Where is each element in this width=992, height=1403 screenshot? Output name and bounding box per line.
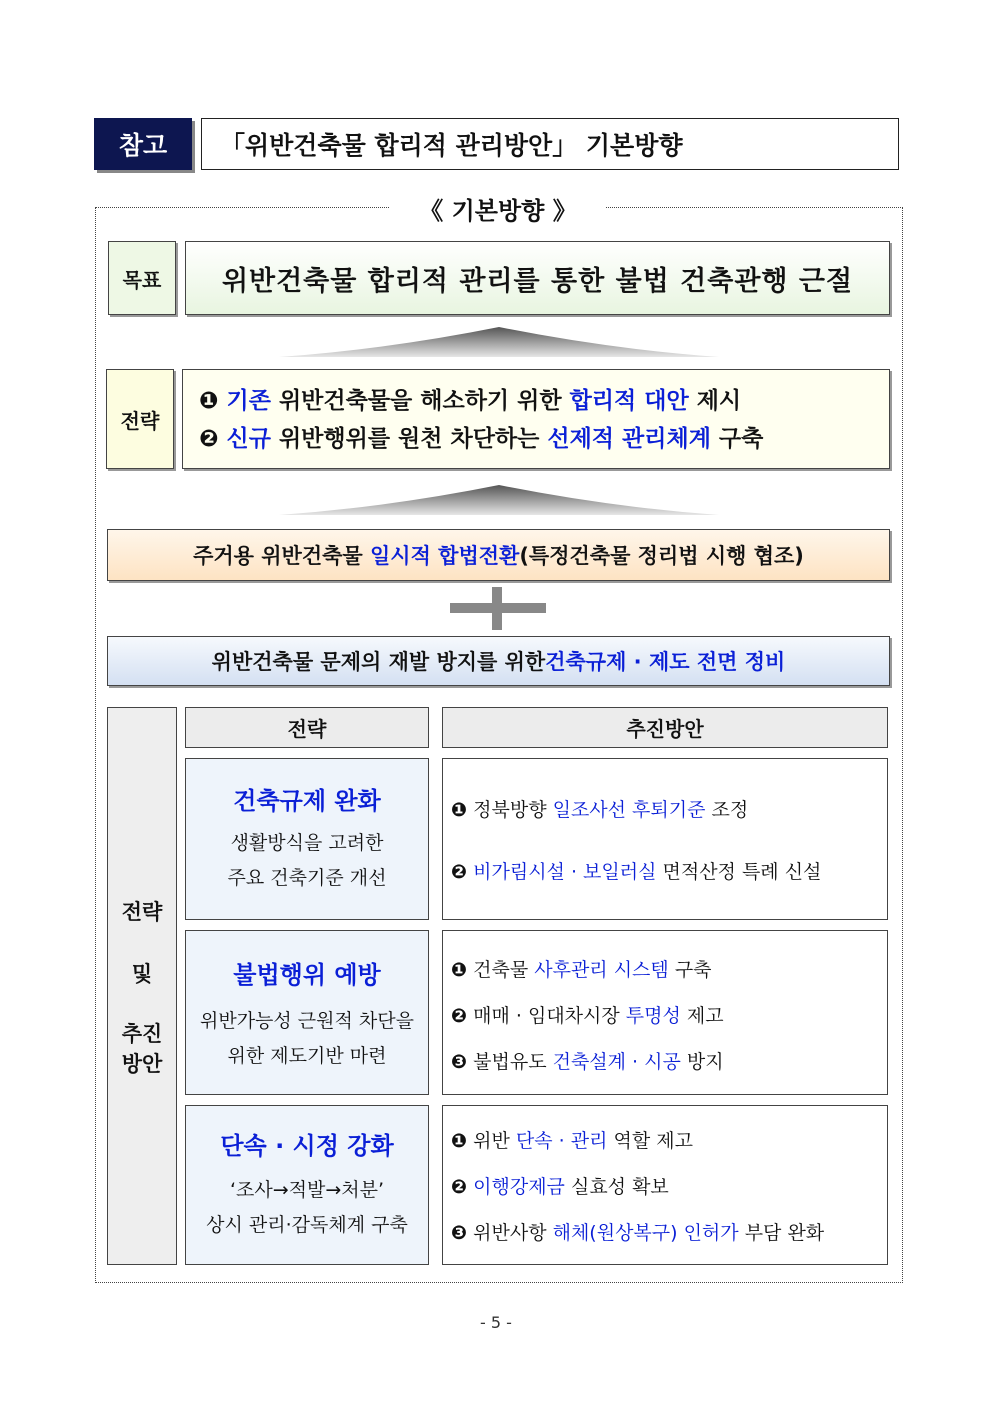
number-2-icon: ❷ (451, 1005, 468, 1027)
row-title: 단속 · 시정 강화 (220, 1132, 394, 1160)
plan-text: 구축 (668, 959, 712, 981)
plan-item (451, 1218, 824, 1245)
row-desc: 생활방식을 고려한 (230, 832, 384, 854)
strategy-and-plan-label (107, 707, 177, 1265)
row-desc: 위반가능성 근원적 차단을 (200, 1010, 414, 1032)
plan-keyword: 건축설계 · 시공 (552, 1051, 681, 1073)
upward-arrow-shape (279, 327, 719, 357)
number-2-icon: ❷ (199, 426, 219, 452)
plan-text: 정북방향 (467, 799, 553, 821)
plan-keyword: 일조사선 후퇴기준 (552, 799, 706, 821)
goal-label: 목표 (108, 241, 176, 315)
plan-text: 방지 (680, 1051, 724, 1073)
page-number: - 5 - (480, 1313, 512, 1332)
table-row (185, 1105, 429, 1265)
row-title: 불법행위 예방 (233, 961, 381, 989)
strategy-text: 위반건축물을 해소하기 위한 (270, 388, 570, 414)
plan-keyword: 이행강제금 (473, 1176, 565, 1198)
number-1-icon: ❶ (199, 388, 219, 414)
plan-text: 위반 (467, 1130, 516, 1152)
plan-item (451, 1001, 724, 1028)
table-row-plans (442, 1105, 888, 1265)
row-desc: 상시 관리·감독체계 구축 (206, 1214, 408, 1236)
row-desc: 주요 건축기준 개선 (227, 867, 387, 889)
strategy-keyword: 선제적 관리체계 (547, 426, 711, 452)
strategy-text: 위반행위를 원천 차단하는 (270, 426, 548, 452)
plan-item (451, 955, 712, 982)
plan-text: 매매 · 임대차시장 (467, 1005, 626, 1027)
residential-keyword: 일시적 합법전환 (370, 544, 520, 568)
number-3-icon: ❸ (451, 1222, 468, 1244)
plan-item (451, 1047, 724, 1074)
strategy-item-2 (199, 420, 889, 458)
strategy-keyword: 기존 (226, 388, 271, 414)
strategy-item-1 (199, 382, 889, 420)
side-label-line: 및 (131, 962, 153, 986)
plan-text: 면적산정 특례 신설 (656, 861, 822, 883)
table-row-plans (442, 930, 888, 1095)
plan-item (451, 1172, 669, 1199)
plan-text: 제고 (680, 1005, 724, 1027)
reference-tag: 참고 (94, 118, 192, 170)
table-header-plan: 추진방안 (442, 707, 888, 748)
strategy-keyword: 합리적 대안 (569, 388, 689, 414)
section-title: 《 기본방향 》 (390, 188, 606, 228)
row-title: 건축규제 완화 (233, 787, 381, 815)
plan-text: 건축물 (467, 959, 535, 981)
strategy-text: 구축 (710, 426, 764, 452)
plan-item (451, 795, 748, 822)
upward-arrow-shape (279, 485, 719, 515)
number-2-icon: ❷ (451, 1176, 468, 1198)
table-row (185, 758, 429, 920)
plan-item (451, 1126, 693, 1153)
number-1-icon: ❶ (451, 959, 468, 981)
number-1-icon: ❶ (451, 1130, 468, 1152)
table-header-strategy: 전략 (185, 707, 429, 748)
number-3-icon: ❸ (451, 1051, 468, 1073)
regulation-keyword: 건축규제 · 제도 전면 정비 (545, 650, 786, 674)
plan-keyword: 투명성 (625, 1005, 681, 1027)
plan-text: 위반사항 (467, 1222, 553, 1244)
plus-icon-vertical (492, 587, 502, 630)
plan-text: 실효성 확보 (564, 1176, 669, 1198)
page-title: 「위반건축물 합리적 관리방안」 기본방향 (201, 118, 899, 170)
strategy-label: 전략 (106, 369, 174, 469)
table-row (185, 930, 429, 1095)
plan-text: 불법유도 (467, 1051, 553, 1073)
plan-keyword: 비가림시설 · 보일러실 (473, 861, 657, 883)
residential-note: (특정건축물 정리법 시행 협조) (519, 544, 804, 568)
plan-item (451, 857, 821, 884)
number-1-icon: ❶ (451, 799, 468, 821)
table-row-plans (442, 758, 888, 920)
strategy-text: 제시 (688, 388, 742, 414)
plan-keyword: 사후관리 시스템 (534, 959, 669, 981)
side-label-line: 전략 (121, 900, 163, 924)
plan-keyword: 해체(원상복구) 인허가 (552, 1222, 739, 1244)
plan-text: 부담 완화 (738, 1222, 825, 1244)
row-desc: ‘조사→적발→처분’ (229, 1179, 385, 1201)
row-desc: 위한 제도기반 마련 (227, 1045, 387, 1067)
plan-keyword: 단속 · 관리 (515, 1130, 608, 1152)
plan-text: 역할 제고 (607, 1130, 693, 1152)
goal-text: 위반건축물 합리적 관리를 통한 불법 건축관행 근절 (185, 241, 890, 315)
residential-text: 주거용 위반건축물 (193, 544, 363, 568)
strategy-box (182, 369, 890, 469)
regulation-text: 위반건축물 문제의 재발 방지를 위한 (211, 650, 546, 674)
strategy-keyword: 신규 (226, 426, 271, 452)
side-label-line: 방안 (121, 1052, 163, 1076)
side-label-line: 추진 (121, 1022, 163, 1046)
regulation-overhaul-box (107, 636, 890, 686)
residential-legalization-box (107, 529, 890, 581)
plan-text: 조정 (705, 799, 749, 821)
number-2-icon: ❷ (451, 861, 468, 883)
